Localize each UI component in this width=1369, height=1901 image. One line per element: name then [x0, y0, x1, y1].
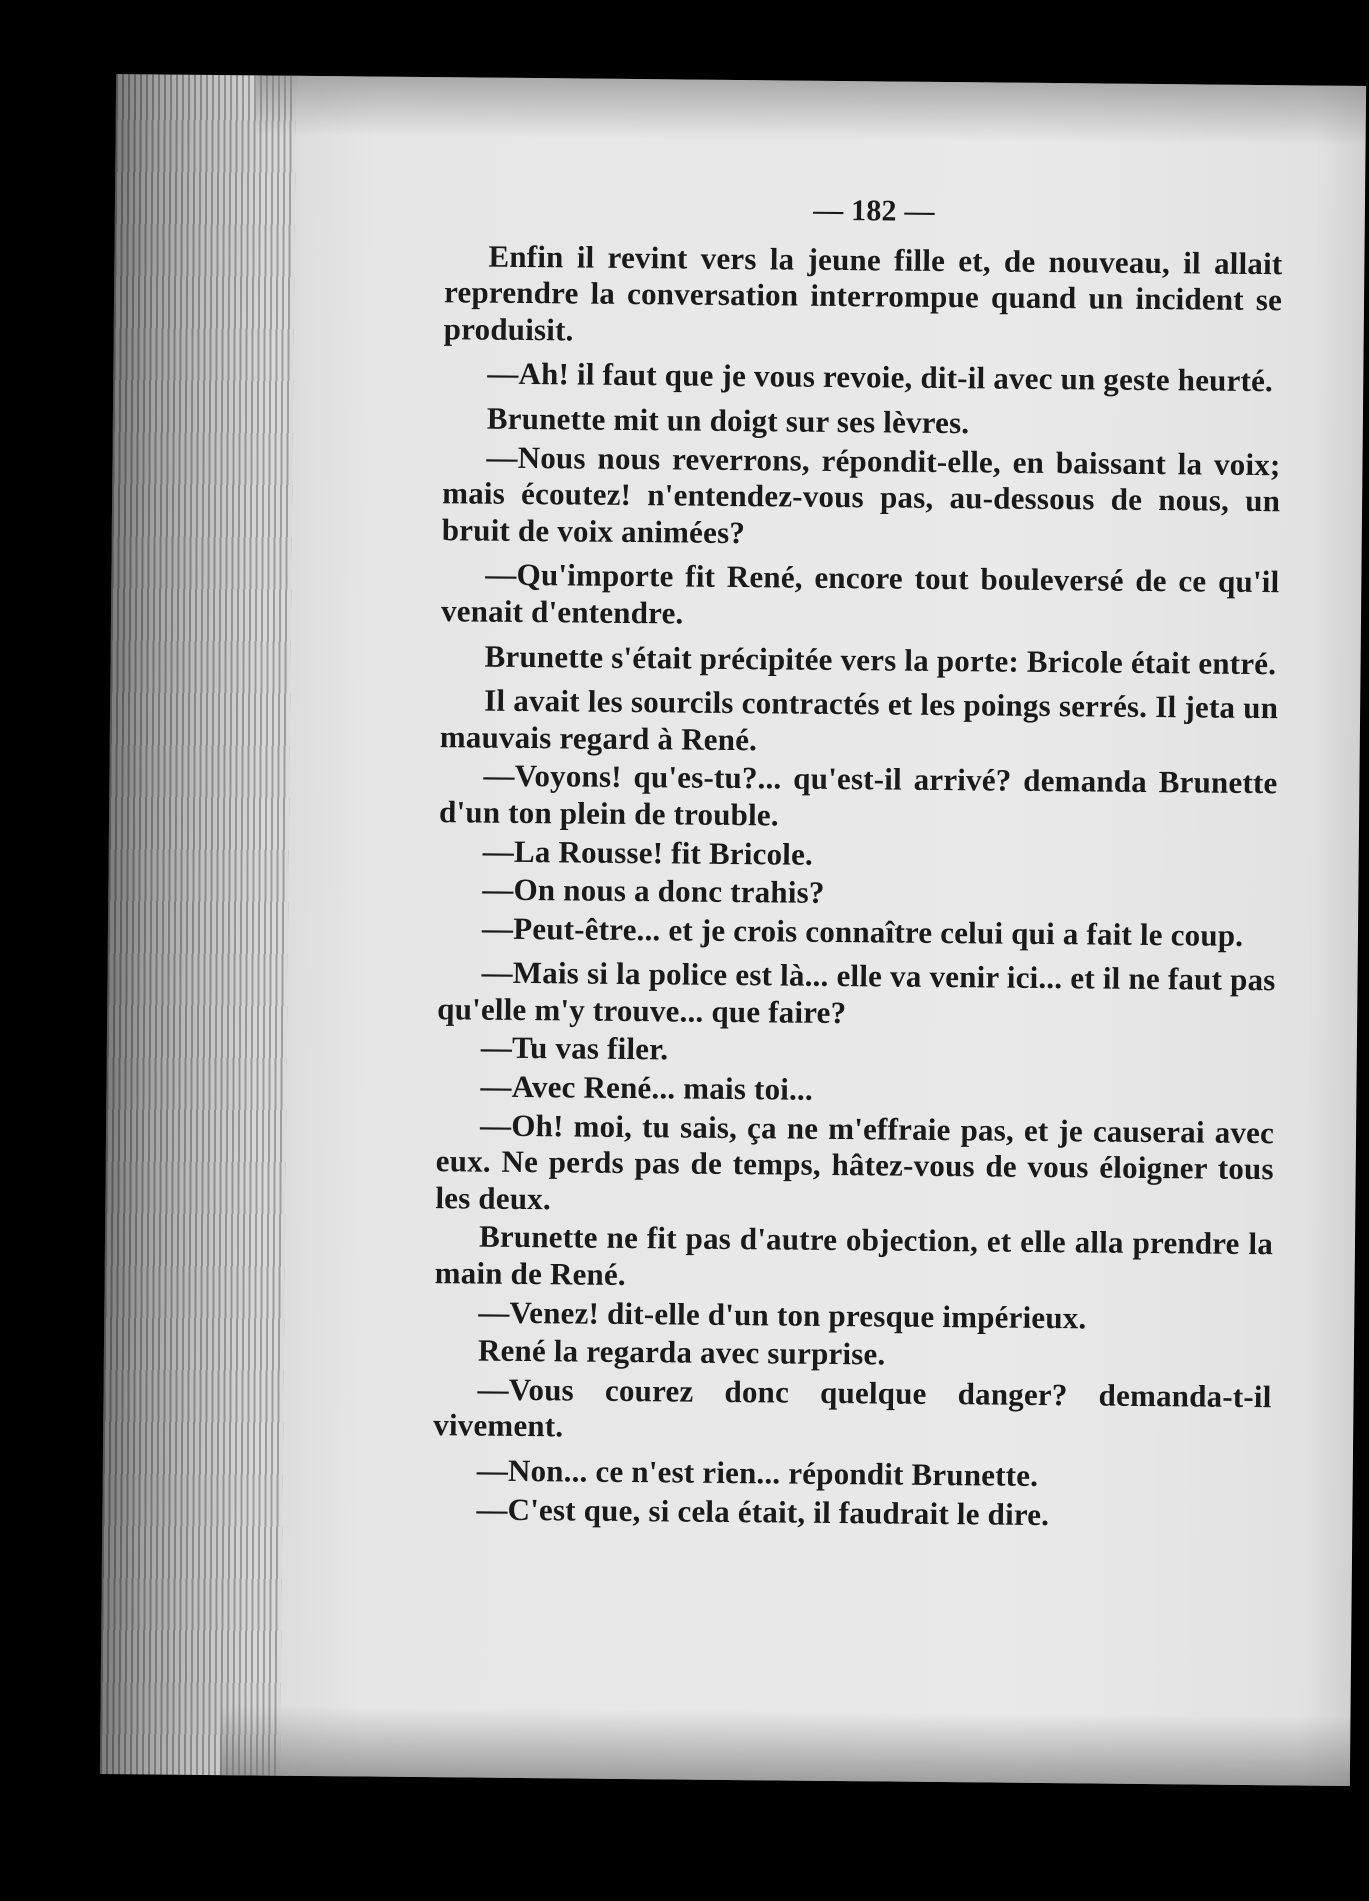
paragraph: René la regarda avec surprise. [477, 1332, 886, 1372]
paragraph: —Vous courez donc quelque danger? demanda-t-il vivement. [433, 1371, 1272, 1444]
paragraph: —Nous nous reverrons, répondit-elle, en baissant la voix; mais écoutez! n'entendez-vous pas, au-dessous de nous, un bruit de voix animées? [441, 439, 1281, 550]
paragraph: —C'est que, si cela était, il faudrait le dire. [476, 1491, 1050, 1532]
paragraph: Brunette mit un doigt sur ses lèvres. [486, 400, 970, 441]
paragraph: Enfin il revint vers la jeune fille et, de nouveau, il allait reprendre la conversation interrompue quand un incident se produisit. [443, 238, 1283, 348]
paragraph: Brunette ne fit pas d'autre objection, et elle alla prendre la main de René. [434, 1219, 1274, 1293]
page-spine-shadow [100, 74, 296, 1776]
paragraph: —Mais si la police est là... elle va venir ici... et il ne faut pas qu'elle m'y trouve... que faire? [437, 954, 1276, 1030]
paragraph: —Avec René... mais toi... [480, 1068, 814, 1107]
paragraph: —On nous a donc trahis? [482, 871, 825, 910]
book-page [100, 74, 1366, 1786]
paragraph: —Venez! dit-elle d'un ton presque impérieux. [478, 1294, 1087, 1336]
top-scan-shadow [256, 75, 1367, 146]
paragraph: Brunette s'était précipitée vers la porte: Bricole était entré. [484, 638, 1277, 681]
paragraph: —Peut-être... et je crois connaître celui qui a fait le coup. [481, 910, 1244, 953]
page-text [432, 189, 1283, 1535]
paragraph: —Non... ce n'est rien... répondit Brunette. [476, 1452, 1039, 1493]
paragraph: —Qu'importe fit René, encore tout bouleversé de ce qu'il venait d'entendre. [440, 556, 1280, 631]
page-number: — 182 — [813, 193, 935, 228]
paragraph: —Tu vas filer. [480, 1030, 669, 1067]
paragraph: —Voyons! qu'es-tu?... qu'est-il arrivé? demanda Brunette d'un ton plein de trouble. [438, 757, 1278, 833]
paragraph: —Oh! moi, tu sais, ça ne m'effraie pas, et je causerai avec eux. Ne perds pas de temps, hâtez-vous de vous éloigner tous les deux. [435, 1107, 1275, 1217]
paragraph: —La Rousse! fit Bricole. [482, 833, 814, 872]
bottom-scan-shadow [220, 1705, 1351, 1786]
paragraph: Il avait les sourcils contractés et les poings serrés. Il jeta un mauvais regard à René. [439, 682, 1279, 757]
paragraph: —Ah! il faut que je vous revoie, dit-il avec un geste heurté. [487, 355, 1274, 399]
